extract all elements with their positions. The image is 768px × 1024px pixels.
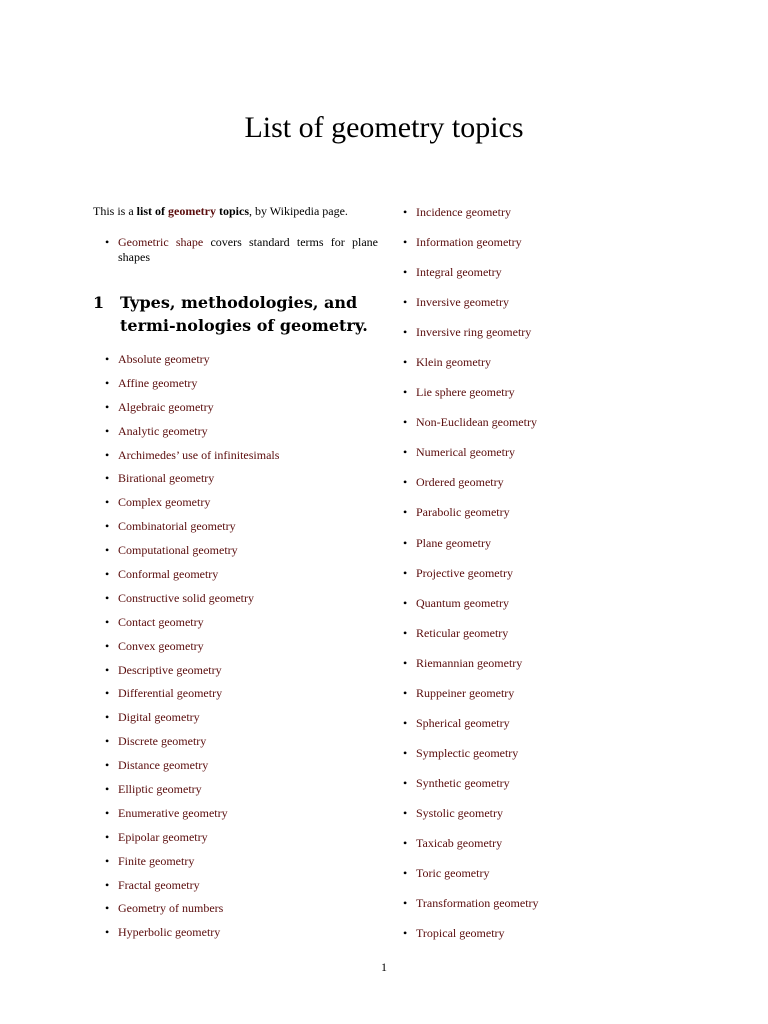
bullet-icon: • — [105, 471, 110, 486]
bullet-icon: • — [105, 447, 110, 462]
topic-link[interactable]: Fractal geometry — [118, 877, 200, 892]
bullet-icon: • — [403, 355, 408, 370]
topic-link[interactable]: Spherical geometry — [416, 715, 510, 730]
topic-link[interactable]: Descriptive geometry — [118, 662, 222, 677]
topic-link[interactable]: Information geometry — [416, 235, 522, 250]
bullet-icon: • — [105, 495, 110, 510]
bullet-icon: • — [105, 375, 110, 390]
topic-link[interactable]: Archimedes’ use of infinitesimals — [118, 447, 280, 462]
topic-link[interactable]: Numerical geometry — [416, 445, 515, 460]
topic-link[interactable]: Systolic geometry — [416, 805, 503, 820]
topic-link[interactable]: Constructive solid geometry — [118, 590, 254, 605]
page-title: List of geometry topics — [244, 111, 524, 144]
bullet-icon: • — [105, 877, 110, 892]
topic-link[interactable]: Differential geometry — [118, 686, 223, 701]
bullet-icon: • — [105, 925, 110, 940]
note-bullet — [93, 235, 378, 265]
bullet-icon: • — [403, 235, 408, 250]
topic-link[interactable]: Parabolic geometry — [416, 505, 510, 520]
note-text: covers standard terms for plane shapes — [118, 235, 378, 264]
bullet-icon: • — [105, 734, 110, 749]
bullet-icon: • — [403, 745, 408, 760]
topic-link[interactable]: Toric geometry — [416, 866, 490, 881]
section-number: 1 — [93, 293, 105, 312]
topic-link[interactable]: Analytic geometry — [118, 423, 208, 438]
bullet-icon: • — [403, 505, 408, 520]
topic-link[interactable]: Taxicab geometry — [416, 835, 503, 850]
bullet-icon: • — [105, 590, 110, 605]
intro-suffix: , by Wikipedia page. — [249, 204, 348, 218]
intro-bold-before: list of — [136, 204, 169, 218]
bullet-icon: • — [403, 775, 408, 790]
topic-link[interactable]: Ruppeiner geometry — [416, 685, 515, 700]
bullet-icon: • — [403, 715, 408, 730]
bullet-icon: • — [403, 205, 408, 219]
topic-link[interactable]: Inversive ring geometry — [416, 325, 532, 340]
bullet-icon: • — [105, 519, 110, 534]
topic-link[interactable]: Enumerative geometry — [118, 805, 228, 820]
bullet-icon: • — [105, 567, 110, 582]
bullet-icon: • — [105, 805, 110, 820]
topic-link[interactable]: Integral geometry — [416, 265, 502, 280]
topic-link[interactable]: Complex geometry — [118, 495, 211, 510]
bullet-icon: • — [105, 758, 110, 773]
bullet-icon: • — [105, 614, 110, 629]
geometric-shape-link[interactable]: Geometric shape — [118, 235, 204, 249]
topic-link[interactable]: Non-Euclidean geometry — [416, 415, 537, 430]
topic-link[interactable]: Lie sphere geometry — [416, 385, 515, 400]
geometry-link[interactable]: geometry — [168, 204, 216, 218]
topic-link[interactable]: Algebraic geometry — [118, 399, 214, 414]
topic-link[interactable]: Discrete geometry — [118, 734, 207, 749]
bullet-icon: • — [403, 445, 408, 460]
topic-link[interactable]: Finite geometry — [118, 853, 195, 868]
topic-link[interactable]: Hyperbolic geometry — [118, 925, 221, 940]
bullet-icon: • — [403, 325, 408, 340]
topic-link[interactable]: Inversive geometry — [416, 295, 509, 310]
topic-link[interactable]: Plane geometry — [416, 535, 491, 550]
topic-link[interactable]: Conformal geometry — [118, 567, 219, 582]
topic-link[interactable]: Riemannian geometry — [416, 655, 523, 670]
bullet-icon: • — [403, 385, 408, 400]
topic-link[interactable]: Reticular geometry — [416, 625, 509, 640]
bullet-icon: • — [403, 896, 408, 911]
bullet-icon: • — [403, 625, 408, 640]
intro-prefix: This is a — [93, 204, 137, 218]
section-heading — [93, 291, 383, 337]
bullet-icon: • — [105, 710, 110, 725]
bullet-icon: • — [403, 926, 408, 941]
topic-link[interactable]: Digital geometry — [118, 710, 200, 725]
topic-link[interactable]: Convex geometry — [118, 638, 204, 653]
topic-link[interactable]: Epipolar geometry — [118, 829, 208, 844]
intro-bold-after: topics — [216, 204, 249, 218]
topic-link[interactable]: Birational geometry — [118, 471, 215, 486]
bullet-icon: • — [403, 805, 408, 820]
topic-link[interactable]: Tropical geometry — [416, 926, 505, 941]
bullet-icon: • — [403, 565, 408, 580]
topic-link[interactable]: Absolute geometry — [118, 352, 210, 366]
topic-link[interactable]: Affine geometry — [118, 375, 198, 390]
bullet-icon: • — [105, 423, 110, 438]
topic-link[interactable]: Ordered geometry — [416, 475, 504, 490]
topic-link[interactable]: Projective geometry — [416, 565, 513, 580]
section-title: Types, methodologies, and termi-nologies of geometry. — [120, 293, 368, 335]
topic-link[interactable]: Synthetic geometry — [416, 775, 510, 790]
topic-link[interactable]: Klein geometry — [416, 355, 491, 370]
bullet-icon: • — [403, 415, 408, 430]
bullet-icon: • — [105, 235, 110, 249]
topic-link[interactable]: Combinatorial geometry — [118, 519, 236, 534]
bullet-icon: • — [105, 352, 110, 366]
bullet-icon: • — [403, 685, 408, 700]
topic-link[interactable]: Transformation geometry — [416, 896, 539, 911]
bullet-icon: • — [403, 475, 408, 490]
topic-link[interactable]: Incidence geometry — [416, 205, 511, 219]
bullet-icon: • — [403, 265, 408, 280]
bullet-icon: • — [105, 686, 110, 701]
topic-link[interactable]: Contact geometry — [118, 614, 204, 629]
topic-link[interactable]: Quantum geometry — [416, 595, 509, 610]
bullet-icon: • — [105, 853, 110, 868]
topic-link[interactable]: Geometry of numbers — [118, 901, 224, 916]
bullet-icon: • — [105, 662, 110, 677]
bullet-icon: • — [105, 782, 110, 797]
bullet-icon: • — [403, 595, 408, 610]
bullet-icon: • — [403, 835, 408, 850]
bullet-icon: • — [105, 638, 110, 653]
bullet-icon: • — [403, 295, 408, 310]
bullet-icon: • — [403, 866, 408, 881]
bullet-icon: • — [403, 535, 408, 550]
topic-link[interactable]: Computational geometry — [118, 543, 238, 558]
bullet-icon: • — [105, 543, 110, 558]
bullet-icon: • — [105, 901, 110, 916]
bullet-icon: • — [105, 829, 110, 844]
page-number: 1 — [381, 960, 387, 974]
topic-link[interactable]: Symplectic geometry — [416, 745, 519, 760]
topic-link[interactable]: Distance geometry — [118, 758, 209, 773]
intro-paragraph — [93, 203, 383, 219]
bullet-icon: • — [105, 399, 110, 414]
topic-link[interactable]: Elliptic geometry — [118, 782, 202, 797]
bullet-icon: • — [403, 655, 408, 670]
